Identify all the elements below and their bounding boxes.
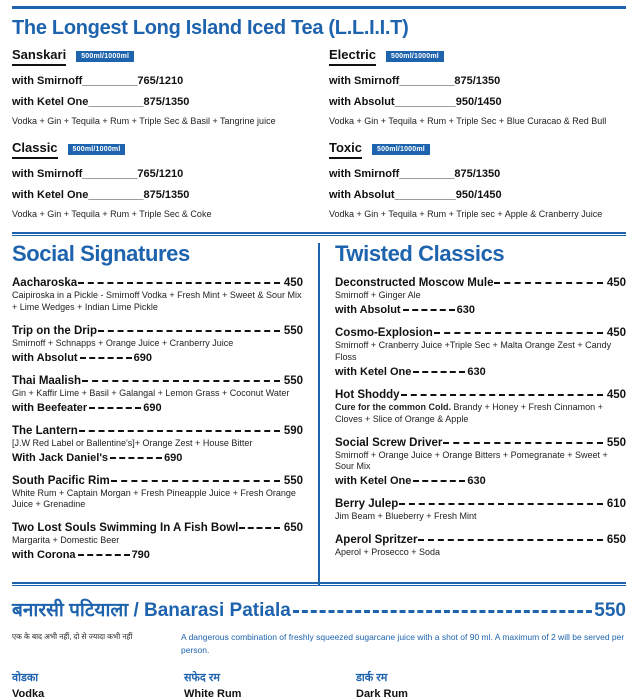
volume-badge: 500ml/1000ml: [68, 144, 126, 155]
item-description: [335, 402, 626, 426]
lliit-item-toxic: [319, 140, 626, 219]
volume-badge: 500ml/1000ml: [76, 51, 134, 62]
leader-dots: [78, 548, 130, 558]
leader-dots: [78, 275, 280, 286]
lliit-option: with Smirnoff_________765/1210: [12, 168, 184, 180]
list-item: [12, 373, 303, 414]
variant-label: with Corona: [12, 549, 76, 562]
leader-dots: [413, 474, 465, 484]
list-item: [335, 387, 626, 426]
lliit-section-title: The Longest Long Island Iced Tea (L.L.I.I.T): [12, 17, 409, 39]
lliit-option: with Absolut__________950/1450: [329, 189, 502, 201]
leader-dots: [80, 351, 132, 361]
leader-dots: [399, 496, 603, 507]
patiala-english-note: A dangerous combination of freshly squeezed sugarcane juice with a shot of 90 ml. A maximum of 2 will be served per person.: [181, 632, 625, 655]
item-description: Smirnoff + Orange Juice + Orange Bitters + Pomegranate + Sweet + Sour Mix: [335, 449, 608, 472]
spirit-option-dark-rum[interactable]: [356, 671, 528, 700]
item-price: 610: [606, 498, 626, 511]
lliit-option: with Ketel One_________875/1350: [12, 96, 190, 108]
item-description-lead: Cure for the common Cold.: [335, 401, 452, 412]
item-name: Aperol Spritzer: [335, 534, 418, 547]
item-price: 450: [606, 388, 626, 401]
spirit-hindi-label: डार्क रम: [356, 671, 388, 684]
lliit-option-price: 765/1210: [137, 168, 184, 180]
twisted-classics-title: Twisted Classics: [335, 241, 505, 266]
lliit-description: Vodka + Gin + Tequila + Rum + Triple Sec & Basil + Tangrine juice: [12, 116, 276, 126]
lliit-option-price: 875/1350: [143, 96, 190, 108]
item-description: [J.W Red Label or Ballentine's]+ Orange Zest + House Bitter: [12, 437, 253, 448]
item-name: Thai Maalish: [12, 374, 82, 387]
variant-price: 690: [164, 451, 183, 464]
variant-label: with Ketel One: [335, 365, 412, 378]
variant-label: With Jack Daniel's: [12, 451, 109, 464]
lliit-description: Vodka + Gin + Tequila + Rum + Triple sec + Apple & Cranberry Juice: [329, 209, 603, 219]
item-name: Deconstructed Moscow Mule: [335, 277, 494, 290]
item-description: Smirnoff + Ginger Ale: [335, 290, 421, 301]
lliit-option: with Smirnoff_________875/1350: [329, 75, 501, 87]
spirit-english-label: White Rum: [184, 687, 242, 700]
leader-dots: [413, 365, 465, 375]
variant-label: with Absolut: [335, 304, 401, 317]
item-description: Gin + Kaffir Lime + Basil + Galangal + Lemon Grass + Coconut Water: [12, 387, 290, 398]
list-item: [335, 325, 626, 378]
leader-dots: [403, 303, 455, 313]
variant-price: 790: [131, 549, 150, 562]
spirit-option-vodka[interactable]: [12, 671, 184, 700]
volume-badge: 500ml/1000ml: [386, 51, 444, 62]
item-price: 450: [606, 277, 626, 290]
item-description-rest: Brandy + Honey + Fresh Cinnamon + Cloves + Slice of Orange & Apple: [335, 401, 603, 424]
item-name: Berry Julep: [335, 498, 399, 511]
variant-label: with Beefeater: [12, 401, 88, 414]
lliit-option-label: with Smirnoff: [12, 75, 83, 87]
lliit-option: with Smirnoff_________765/1210: [12, 75, 184, 87]
leader-dots: [494, 275, 602, 286]
lliit-option-label: with Smirnoff: [329, 168, 400, 180]
lliit-option-price: 765/1210: [137, 75, 184, 87]
spirit-english-label: Dark Rum: [356, 687, 408, 700]
item-description: Jim Beam + Blueberry + Fresh Mint: [335, 511, 477, 522]
lliit-name: Electric: [329, 47, 376, 66]
spirit-hindi-label: वोडका: [12, 671, 39, 684]
social-signatures-column: [12, 242, 319, 561]
lliit-item-classic: [12, 140, 319, 219]
patiala-notes: [12, 631, 626, 657]
item-variant: [12, 401, 303, 414]
lliit-option: with Absolut__________950/1450: [329, 96, 502, 108]
item-price: 450: [606, 327, 626, 340]
item-name: Hot Shoddy: [335, 388, 400, 401]
lliit-item-electric: [319, 47, 626, 126]
leader-dots: [239, 520, 279, 531]
variant-price: 630: [467, 365, 486, 378]
item-description: Smirnoff + Schnapps + Orange Juice + Cranberry Juice: [12, 337, 234, 348]
lliit-option-price: 875/1350: [454, 168, 501, 180]
lliit-option-price: 875/1350: [454, 75, 501, 87]
spirit-english-label: Vodka: [12, 687, 45, 700]
lliit-item-sanskari: [12, 47, 319, 126]
lliit-name: Sanskari: [12, 47, 66, 66]
leader-dots: [82, 373, 280, 384]
list-item: [12, 423, 303, 464]
list-item: [12, 520, 303, 561]
lliit-option-label: with Ketel One: [12, 189, 89, 201]
patiala-title-row: [12, 596, 626, 622]
item-price: 550: [283, 324, 303, 337]
variant-price: 630: [456, 304, 475, 317]
item-name: Two Lost Souls Swimming In A Fish Bowl: [12, 522, 239, 535]
variant-label: with Absolut: [12, 351, 78, 364]
leader-dots: [110, 451, 162, 461]
twisted-classics-column: [319, 242, 626, 561]
leader-dots: [79, 423, 280, 434]
lliit-option-price: 950/1450: [455, 189, 502, 201]
leader-dots: [98, 323, 280, 334]
leader-dots: [111, 473, 280, 484]
item-name: Aacharoska: [12, 277, 78, 290]
patiala-hindi-note: एक के बाद अभी नहीं, दो से ज्यादा कभी नहीं: [12, 632, 133, 641]
item-price: 590: [283, 424, 303, 437]
lliit-description: Vodka + Gin + Tequila + Rum + Triple Sec & Coke: [12, 209, 212, 219]
list-item: [12, 275, 303, 314]
item-name: Trip on the Drip: [12, 324, 97, 337]
patiala-spirit-options: [12, 671, 626, 700]
variant-price: 690: [143, 401, 162, 414]
lliit-option-label: with Absolut: [329, 96, 395, 108]
spirit-hindi-label: सफेद रम: [184, 671, 220, 684]
list-item: [335, 496, 626, 523]
list-item: [335, 275, 626, 316]
variant-label: with Ketel One: [335, 475, 412, 488]
item-description: Caipiroska in a Pickle - Smirnoff Vodka + Fresh Mint + Sweet & Sour Mix + Lime Wedges + Indian Lime Pickle: [12, 290, 302, 313]
item-variant: [12, 548, 303, 561]
item-price: 450: [283, 277, 303, 290]
patiala-section: [12, 590, 626, 700]
item-price: 550: [283, 474, 303, 487]
leader-dots: [443, 435, 602, 446]
lliit-description: Vodka + Gin + Tequila + Rum + Triple Sec + Blue Curacao & Red Bull: [329, 116, 607, 126]
top-divider: [12, 6, 626, 9]
item-description: White Rum + Captain Morgan + Fresh Pineapple Juice + Fresh Orange Juice + Grenadine: [12, 487, 296, 510]
list-item: [12, 473, 303, 512]
leader-dots: [401, 387, 603, 398]
item-name: Cosmo-Explosion: [335, 327, 433, 340]
list-item: [335, 532, 626, 559]
lliit-option-label: with Smirnoff: [329, 75, 400, 87]
lliit-name: Toxic: [329, 140, 362, 159]
item-description: Smirnoff + Cranberry Juice +Triple Sec + Malta Orange Zest + Candy Floss: [335, 340, 612, 362]
item-price: 550: [606, 436, 626, 449]
item-variant: [12, 451, 303, 464]
lliit-option-label: with Absolut: [329, 189, 395, 201]
spirit-option-white-rum[interactable]: [184, 671, 356, 700]
lliit-option-price: 950/1450: [455, 96, 502, 108]
leader-dots: [434, 325, 603, 336]
item-name: South Pacific Rim: [12, 474, 110, 487]
item-price: 650: [283, 522, 303, 535]
lliit-option-label: with Smirnoff: [12, 168, 83, 180]
item-variant: [12, 351, 303, 364]
item-variant: [335, 303, 626, 316]
item-name: Social Screw Driver: [335, 436, 443, 449]
bottom-divider: [12, 582, 626, 586]
social-signatures-title: Social Signatures: [12, 241, 190, 266]
lliit-name: Classic: [12, 140, 58, 159]
lliit-option-label: with Ketel One: [12, 96, 89, 108]
column-divider: [318, 243, 320, 586]
list-item: [335, 435, 626, 488]
item-variant: [335, 365, 626, 378]
leader-dots: [293, 600, 592, 616]
variant-price: 690: [133, 351, 152, 364]
lliit-row-1: [12, 47, 626, 126]
lliit-option: with Smirnoff_________875/1350: [329, 168, 501, 180]
item-price: 550: [283, 374, 303, 387]
lliit-row-2: [12, 140, 626, 219]
variant-price: 630: [467, 475, 486, 488]
lliit-option: with Ketel One_________875/1350: [12, 189, 190, 201]
item-name: The Lantern: [12, 424, 78, 437]
patiala-title: बनारसी पटियाला / Banarasi Patiala: [12, 600, 291, 621]
leader-dots: [418, 532, 602, 543]
patiala-price: 550: [594, 600, 626, 621]
list-item: [12, 323, 303, 364]
item-price: 650: [606, 534, 626, 547]
item-description: Aperol + Prosecco + Soda: [335, 547, 441, 558]
item-variant: [335, 474, 626, 487]
item-description: Margarita + Domestic Beer: [12, 535, 120, 546]
section-divider: [12, 232, 626, 236]
lliit-option-price: 875/1350: [143, 189, 190, 201]
volume-badge: 500ml/1000ml: [372, 144, 430, 155]
leader-dots: [89, 401, 141, 411]
